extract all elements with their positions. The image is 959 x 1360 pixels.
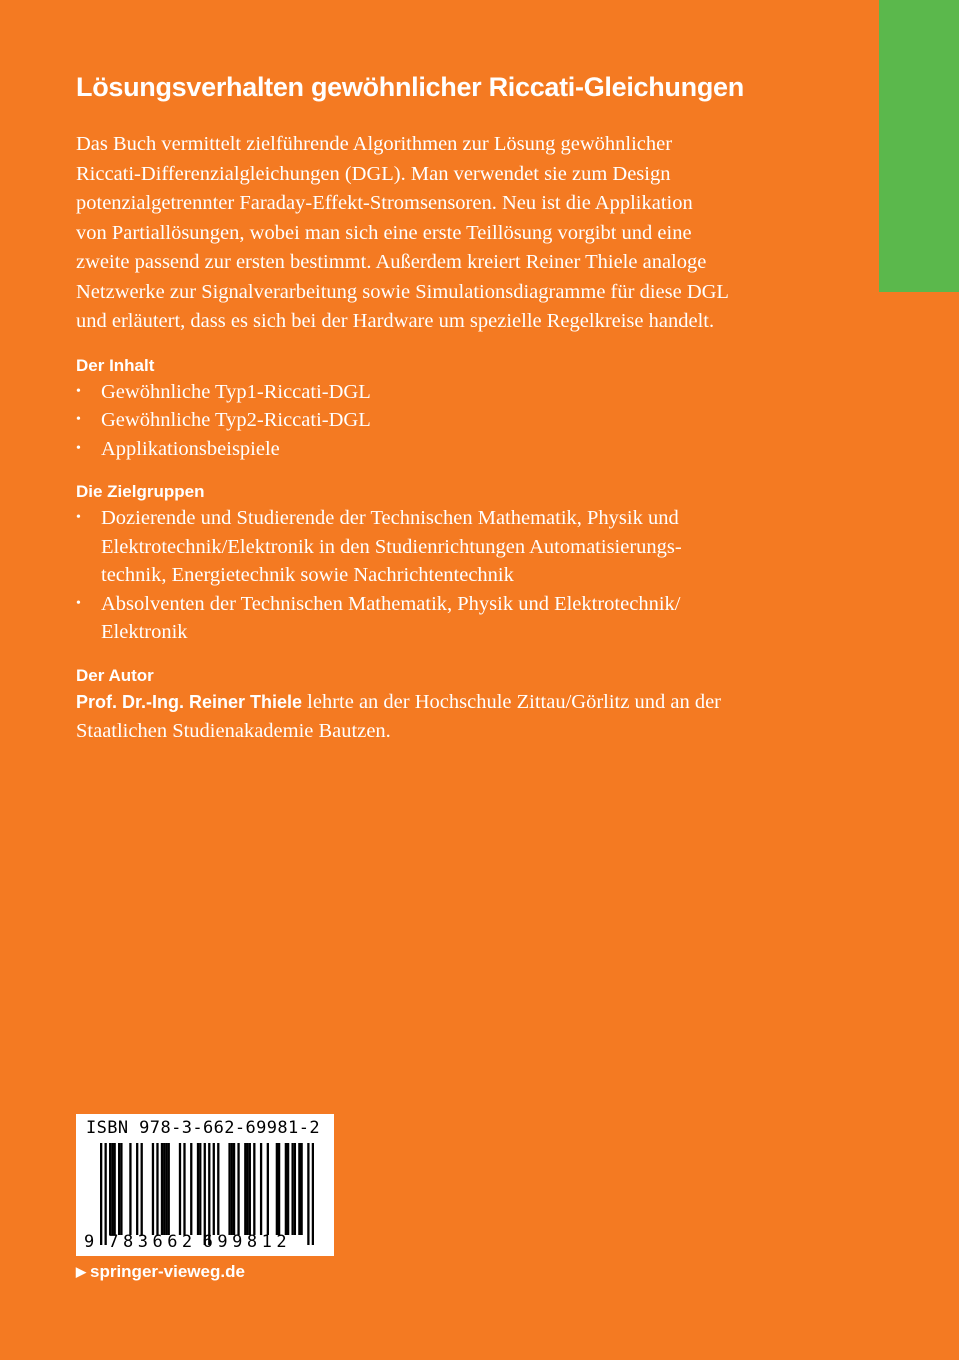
barcode-bar [228, 1143, 230, 1235]
bullet-icon: • [76, 510, 81, 525]
ean-left-group: 783662 [108, 1232, 197, 1252]
barcode-bar [163, 1143, 165, 1235]
bullet-icon: • [76, 440, 81, 456]
barcode-bar [267, 1143, 269, 1235]
barcode-bar [114, 1143, 116, 1235]
list-item: • Applikationsbeispiele [76, 435, 796, 464]
publisher-link-text: springer-vieweg.de [90, 1262, 245, 1281]
description-line: von Partiallösungen, wobei man sich eine erste Teillösung vorgibt und eine [76, 221, 692, 244]
bullet-icon: • [76, 595, 81, 611]
barcode-bar [246, 1143, 248, 1235]
description [76, 130, 796, 337]
barcode-bar [312, 1143, 314, 1245]
barcode-bar [233, 1143, 235, 1235]
description-line: Riccati-Differenzialgleichungen (DGL). Man verwendet sie zum Design [76, 162, 671, 185]
barcode-bar [298, 1143, 300, 1235]
color-tab [879, 0, 959, 292]
author-name: Prof. Dr.-Ing. Reiner Thiele [76, 691, 303, 712]
description-line: und erläutert, dass es sich bei der Hardware um spezielle Regelkreise handelt. [76, 310, 715, 332]
barcode-bar [111, 1143, 113, 1235]
barcode-bar [120, 1143, 122, 1235]
barcode-bar [100, 1143, 102, 1245]
bullet-icon: • [76, 412, 81, 427]
barcode-bar [244, 1143, 246, 1235]
autor-text [76, 688, 796, 747]
ean-right-group: 699812 [202, 1232, 292, 1252]
barcode-bar [260, 1143, 262, 1235]
description-line: Netzwerke zur Signalverarbeitung sowie Simulationsdiagramme für diese DGL [76, 280, 729, 303]
barcode-bar [231, 1143, 233, 1235]
description-line: potenzialgetrennter Faraday-Effekt-Stromsensoren. Neu ist die Applikation [76, 192, 693, 214]
barcode-bar [278, 1143, 280, 1235]
barcode-bar [161, 1143, 163, 1235]
barcode-bar [199, 1143, 201, 1235]
barcode-bar [129, 1143, 131, 1235]
barcode-bar [204, 1143, 206, 1245]
autor-heading: Der Autor [76, 665, 154, 685]
barcode-bar [300, 1143, 302, 1235]
list-item: • Absolventen der Technischen Mathematik, Physik und Elektrotechnik/ Elektronik [76, 590, 796, 647]
author-bio: lehrte an der Hochschule Zittau/Görlitz und an der [302, 690, 722, 713]
barcode-bar [141, 1143, 143, 1235]
isbn-barcode [76, 1114, 334, 1256]
description-line: Das Buch vermittelt zielführende Algorithmen zur Lösung gewöhnlicher [76, 133, 673, 155]
barcode-bar [217, 1143, 219, 1235]
barcode-bar [276, 1143, 278, 1235]
description-line: zweite passend zur ersten bestimmt. Außerdem kreiert Reiner Thiele analoge [76, 251, 707, 273]
zielgruppen-heading: Die Zielgruppen [76, 482, 205, 501]
barcode-bar [294, 1143, 296, 1235]
barcode-bar [237, 1143, 239, 1235]
barcode-bar [307, 1143, 309, 1245]
bullet-icon: • [76, 383, 81, 399]
barcode-bar [213, 1143, 215, 1235]
barcode-bar [118, 1143, 120, 1235]
triangle-right-icon: ▶ [76, 1264, 86, 1279]
list-item: • Gewöhnliche Typ1-Riccati-DGL [76, 378, 796, 407]
isbn-label: ISBN 978-3-662-69981-2 [86, 1118, 320, 1138]
list-item: • Gewöhnliche Typ2-Riccati-DGL [76, 406, 796, 435]
barcode-bar [136, 1143, 138, 1235]
barcode-bar [287, 1143, 289, 1235]
barcode-bar [291, 1143, 293, 1235]
barcode-bar [249, 1143, 251, 1235]
barcode-bars [100, 1143, 314, 1245]
barcode-bar [105, 1143, 107, 1245]
barcode-bar [168, 1143, 170, 1235]
inhalt-list [76, 378, 796, 464]
back-cover-content [76, 72, 796, 747]
barcode-bar [285, 1143, 287, 1235]
ean-first-digit: 9 [84, 1232, 95, 1252]
barcode-bar [197, 1143, 199, 1235]
barcode-bar [156, 1143, 158, 1235]
barcode-bar [190, 1143, 192, 1235]
barcode-bar [152, 1143, 154, 1235]
author-bio-line: Staatlichen Studienakademie Bautzen. [76, 720, 391, 742]
barcode-bar [183, 1143, 185, 1235]
inhalt-heading: Der Inhalt [76, 355, 155, 375]
barcode-bar [109, 1143, 111, 1235]
barcode-bar [253, 1143, 255, 1235]
barcode-bar [208, 1143, 210, 1245]
list-item: • Dozierende und Studierende der Technischen Mathematik, Physik und Elektrotechnik/Elektronik in den Studienrichtungen Automatisierungs- technik, Energietechnik sowie Nachrichtentechnik [76, 504, 796, 590]
barcode-bar [165, 1143, 167, 1235]
publisher-link[interactable] [76, 1262, 245, 1282]
zielgruppen-list [76, 504, 796, 647]
book-title: Lösungsverhalten gewöhnlicher Riccati-Gleichungen [76, 72, 744, 102]
barcode-bar [179, 1143, 181, 1235]
ean-digits [84, 1232, 291, 1252]
